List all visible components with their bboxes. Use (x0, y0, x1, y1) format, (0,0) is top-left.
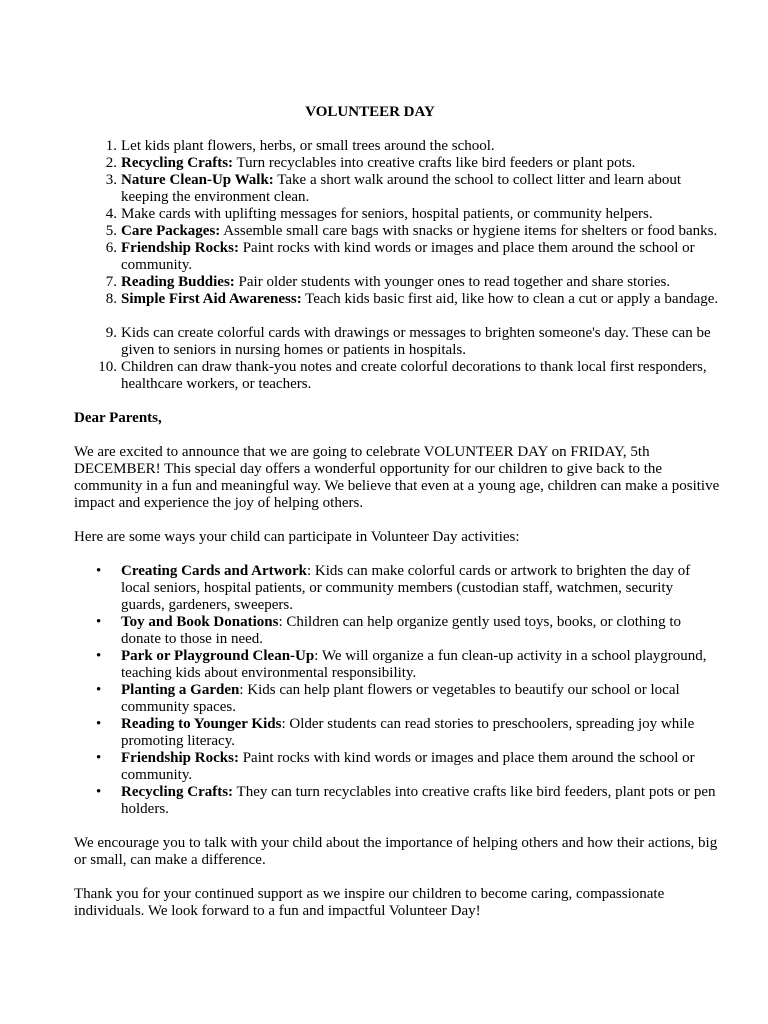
bullet-icon: • (96, 682, 102, 698)
activity-item (105, 274, 720, 291)
activity-title: Care Packages: (121, 223, 221, 239)
activity-item (105, 206, 720, 223)
way-item (96, 784, 720, 818)
activity-title: Simple First Aid Awareness: (121, 291, 302, 307)
activity-number: 2. (105, 155, 117, 171)
intro-paragraph: We are excited to announce that we are going to celebrate VOLUNTEER DAY on FRIDAY, 5th DECEMBER! This special day offers a wonderful opportunity for our children to give back to the community in a fun and meaningful way. We believe that even at a young age, children can make a positive impact and experience the joy of helping others. (74, 444, 720, 511)
way-title: Reading to Younger Kids (121, 716, 282, 732)
activity-number: 5. (105, 223, 117, 239)
way-title: Creating Cards and Artwork (121, 563, 307, 579)
way-text: They can turn recyclables into creative crafts like bird feeders, plant pots or pen holders. (121, 784, 716, 817)
way-text: : Kids can help plant flowers or vegetables to beautify our school or local community spaces. (121, 682, 680, 715)
ways-list (74, 563, 720, 818)
activity-text: Kids can create colorful cards with drawings or messages to brighten someone's day. These can be given to seniors in nursing homes or patients in hospitals. (121, 325, 711, 358)
way-text: Paint rocks with kind words or images and place them around the school or community. (121, 750, 695, 783)
greeting: Dear Parents, (74, 410, 162, 426)
encourage-paragraph: We encourage you to talk with your child about the importance of helping others and how their actions, big or small, can make a difference. (74, 835, 718, 868)
activity-text: Let kids plant flowers, herbs, or small trees around the school. (121, 138, 495, 154)
activity-item (105, 223, 720, 240)
activity-item (105, 155, 720, 172)
activity-number: 1. (105, 138, 117, 154)
way-item (96, 682, 720, 716)
activity-item (105, 240, 720, 274)
way-title: Friendship Rocks: (121, 750, 239, 766)
activity-text: Paint rocks with kind words or images and place them around the school or community. (121, 240, 695, 273)
bullet-icon: • (96, 648, 102, 664)
ways-intro-paragraph: Here are some ways your child can participate in Volunteer Day activities: (74, 529, 520, 545)
activity-number: 3. (105, 172, 117, 188)
bullet-icon: • (96, 750, 102, 766)
way-item (96, 563, 720, 614)
activity-text: Assemble small care bags with snacks or hygiene items for shelters or food banks. (220, 223, 718, 239)
way-title: Toy and Book Donations (121, 614, 279, 630)
activity-item (105, 325, 720, 359)
document-page (74, 104, 720, 937)
activity-title: Friendship Rocks: (121, 240, 239, 256)
activity-text: Make cards with uplifting messages for seniors, hospital patients, or community helpers. (121, 206, 653, 222)
way-text: : Kids can make colorful cards or artwork to brighten the day of local seniors, hospital patients, or community members (custodian staff, watchmen, security guards, gardeners, sweepers. (121, 563, 691, 613)
activity-item (98, 359, 720, 393)
activity-title: Reading Buddies: (121, 274, 235, 290)
activity-text: Teach kids basic first aid, like how to clean a cut or apply a bandage. (301, 291, 719, 307)
activity-title: Recycling Crafts: (121, 155, 234, 171)
activity-text: Turn recyclables into creative crafts like bird feeders or plant pots. (233, 155, 636, 171)
activity-number: 6. (105, 240, 117, 256)
activity-item (105, 138, 720, 155)
bullet-icon: • (96, 716, 102, 732)
document-title: VOLUNTEER DAY (305, 104, 435, 120)
activity-title: Nature Clean-Up Walk: (121, 172, 274, 188)
way-item (96, 648, 720, 682)
way-item (96, 750, 720, 784)
activity-number: 10. (98, 359, 117, 375)
activity-text: Children can draw thank-you notes and create colorful decorations to thank local first responders, healthcare workers, or teachers. (121, 359, 707, 392)
activity-text: Pair older students with younger ones to read together and share stories. (234, 274, 671, 290)
activity-item (105, 291, 720, 308)
way-item (96, 716, 720, 750)
way-title: Planting a Garden (121, 682, 240, 698)
way-title: Park or Playground Clean-Up (121, 648, 315, 664)
thanks-paragraph: Thank you for your continued support as we inspire our children to become caring, compassionate individuals. We look forward to a fun and impactful Volunteer Day! (74, 886, 665, 919)
bullet-icon: • (96, 614, 102, 630)
way-text: : Older students can read stories to preschoolers, spreading joy while promoting literacy. (121, 716, 695, 749)
activity-number: 8. (105, 291, 117, 307)
bullet-icon: • (96, 563, 102, 579)
way-text: : Children can help organize gently used toys, books, or clothing to donate to those in need. (121, 614, 682, 647)
activity-item (105, 172, 720, 206)
way-text: : We will organize a fun clean-up activity in a school playground, teaching kids about environmental responsibility. (121, 648, 707, 681)
activity-list (74, 138, 720, 393)
activity-text: Take a short walk around the school to collect litter and learn about keeping the environment clean. (121, 172, 682, 205)
activity-number: 7. (105, 274, 117, 290)
activity-number: 9. (105, 325, 117, 341)
activity-number: 4. (105, 206, 117, 222)
way-title: Recycling Crafts: (121, 784, 234, 800)
way-item (96, 614, 720, 648)
bullet-icon: • (96, 784, 102, 800)
